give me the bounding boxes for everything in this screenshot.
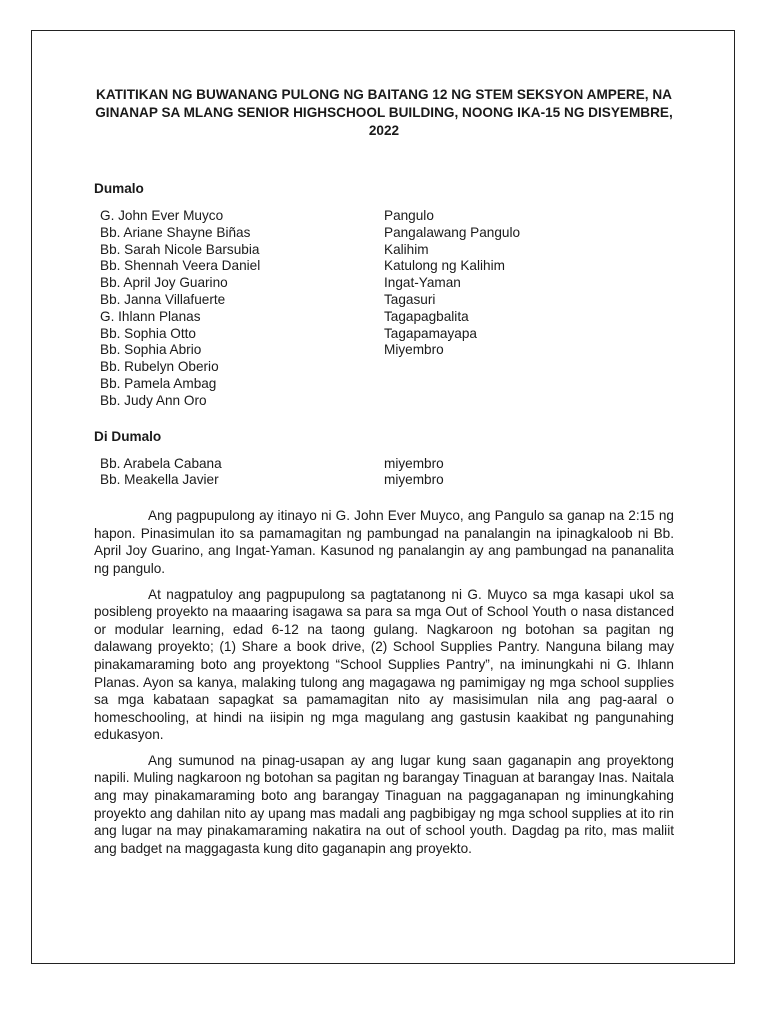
list-item: [94, 472, 674, 489]
member-role: Pangulo: [384, 208, 434, 223]
member-role: Miyembro: [384, 342, 444, 358]
document-body: [94, 86, 674, 865]
member-name: Bb. Arabela Cabana: [100, 455, 222, 471]
member-role: Tagapagbalita: [384, 308, 469, 324]
member-role: Ingat-Yaman: [384, 275, 461, 291]
member-name: Bb. Pamela Ambag: [100, 375, 217, 391]
member-name: Bb. Sarah Nicole Barsubia: [100, 241, 260, 257]
list-item: [94, 242, 674, 259]
list-item: [94, 359, 674, 376]
minutes-paragraph: Ang sumunod na pinag-usapan ay ang lugar kung saan gaganapin ang proyektong napili. Muling nagkaroon ng botohan sa pagitan ng barangay Tinaguan at barangay Inas. Naitala ang may pinakamaraming boto ang barangay Tinaguan na paggaganapan ng iminungkahing proyekto ang dahilan nito ay upang mas madali ang pagbibigay ng mga school supplies at ito rin ang lugar na may pinakamaraming nakatira na out of school youth. Dagdag pa rito, mas maliit ang badget na maggagasta kung dito gaganapin ang proyekto.: [94, 752, 674, 856]
list-item: [94, 342, 674, 359]
minutes-paragraph: At nagpatuloy ang pagpupulong sa pagtatanong ni G. Muyco sa mga kasapi ukol sa posibleng proyekto na maaaring isagawa sa para sa mga Out of School Youth o nasa distanced or modular learning, edad 6-12 na taong gulang. Nagkaroon ng botohan sa pagitan ng dalawang proyekto; (1) Share a book drive, (2) School Supplies Pantry. Nanguna bilang may pinakamaraming boto ang proyektong “School Supplies Pantry”, na iminungkahi ni G. Ihlann Planas. Ayon sa kanya, malaking tulong ang magagawa ng pamimigay ng mga school supplies sa mga kabataan sapagkat sa pamamagitan nito ay masisimulan nila ang pag-aaral o homeschooling, at hindi na iisipin ng mga magulang ang gastusin kaakibat ng pangunahing edukasyon.: [94, 586, 674, 743]
member-name: Bb. Shennah Veera Daniel: [100, 258, 261, 274]
member-role: Katulong ng Kalihim: [384, 258, 505, 274]
member-name: G. John Ever Muyco: [100, 208, 224, 223]
document-title: KATITIKAN NG BUWANANG PULONG NG BAITANG 12 NG STEM SEKSYON AMPERE, NA GINANAP SA MLANG SENIOR HIGHSCHOOL BUILDING, NOONG IKA-15 NG DISYEMBRE, 2022: [95, 87, 673, 138]
absent-heading: Di Dumalo: [94, 428, 162, 444]
member-role: miyembro: [384, 472, 444, 488]
member-role: Kalihim: [384, 241, 429, 257]
member-name: Bb. Sophia Abrio: [100, 342, 202, 358]
absent-list: [94, 456, 674, 490]
member-name: Bb. Sophia Otto: [100, 325, 196, 341]
member-role: Tagapamayapa: [384, 325, 477, 341]
member-name: Bb. Judy Ann Oro: [100, 392, 207, 408]
member-name: Bb. Janna Villafuerte: [100, 291, 226, 307]
member-name: Bb. April Joy Guarino: [100, 275, 228, 291]
list-item: [94, 326, 674, 343]
list-item: [94, 275, 674, 292]
list-item: [94, 225, 674, 242]
list-item: [94, 376, 674, 393]
list-item: [94, 309, 674, 326]
minutes-paragraph: Ang pagpupulong ay itinayo ni G. John Ever Muyco, ang Pangulo sa ganap na 2:15 ng hapon. Pinasimulan ito sa pamamagitan ng pambungad na panalangin na ipinagkaloob ni Bb. April Joy Guarino, ang Ingat-Yaman. Kasunod ng panalangin ay ang pambungad na pananalita ng pangulo.: [94, 508, 674, 576]
list-item: [94, 393, 674, 410]
member-name: Bb. Rubelyn Oberio: [100, 359, 219, 375]
member-role: Pangalawang Pangulo: [384, 224, 521, 240]
member-role: miyembro: [384, 455, 444, 471]
member-name: Bb. Ariane Shayne Biñas: [100, 224, 251, 240]
list-item: [94, 456, 674, 473]
member-name: G. Ihlann Planas: [100, 308, 201, 324]
member-role: Tagasuri: [384, 291, 436, 307]
present-list: [94, 208, 674, 410]
member-name: Bb. Meakella Javier: [100, 472, 219, 488]
list-item: [94, 208, 674, 225]
present-heading: Dumalo: [94, 181, 144, 196]
list-item: [94, 292, 674, 309]
list-item: [94, 258, 674, 275]
